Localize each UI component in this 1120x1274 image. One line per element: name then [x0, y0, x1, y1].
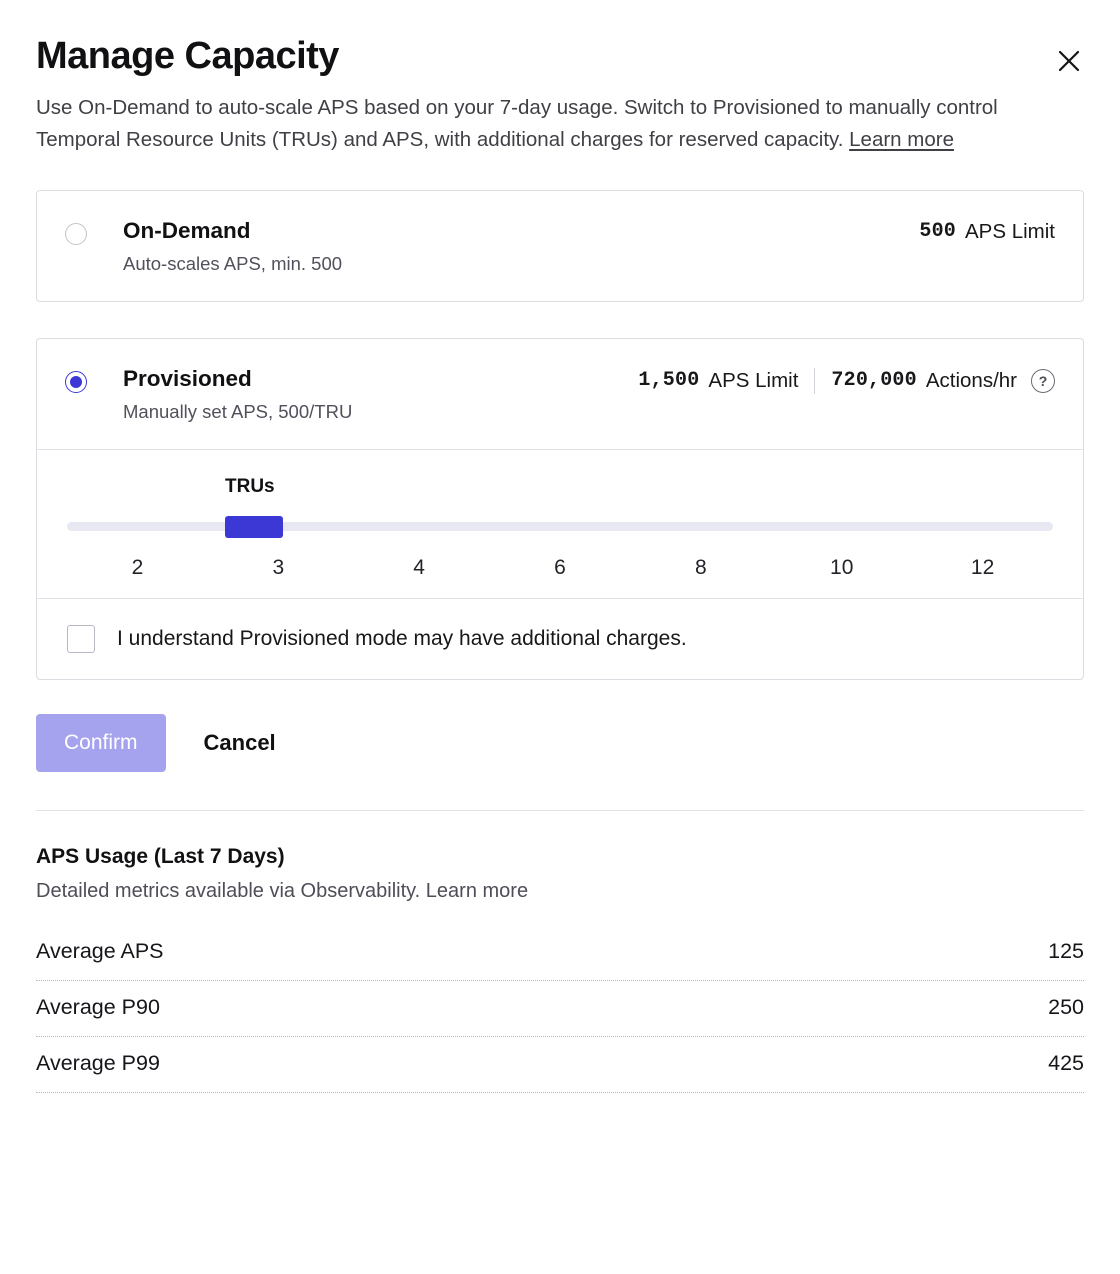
usage-subtitle-text: Detailed metrics available via Observability. [36, 879, 426, 902]
dialog-actions [36, 714, 1084, 772]
provisioned-actions-label: Actions/hr [925, 368, 1017, 392]
table-row [36, 925, 1084, 981]
option-card-provisioned[interactable] [36, 338, 1084, 680]
usage-row-label: Average P90 [36, 994, 160, 1019]
option-on-demand-title: On-Demand [123, 217, 251, 243]
close-icon [1056, 48, 1082, 74]
trus-slider-label: TRUs [225, 475, 275, 497]
option-provisioned-subtitle: Manually set APS, 500/TRU [123, 400, 353, 422]
on-demand-limit-value: 500 [919, 220, 956, 244]
option-on-demand-limit [919, 220, 1055, 244]
acknowledgement-label: I understand Provisioned mode may have additional charges. [117, 626, 687, 650]
learn-more-link[interactable]: Learn more [849, 127, 954, 151]
provisioned-limit-label: APS Limit [708, 368, 799, 392]
limits-divider [814, 368, 815, 394]
dialog-description [36, 92, 1084, 156]
trus-tick: 4 [413, 555, 425, 579]
radio-on-demand[interactable] [65, 223, 87, 245]
trus-tick: 12 [970, 555, 995, 579]
trus-slider-track[interactable] [67, 522, 1053, 531]
option-card-on-demand[interactable] [36, 190, 1084, 302]
usage-row-label: Average APS [36, 938, 164, 963]
option-provisioned-limits [638, 368, 1055, 394]
usage-section-title: APS Usage (Last 7 Days) [36, 844, 285, 868]
trus-slider-ticks [67, 556, 1053, 580]
option-provisioned-row[interactable] [37, 339, 1083, 449]
provisioned-actions-value: 720,000 [831, 369, 917, 393]
option-provisioned-text [123, 365, 638, 423]
acknowledgement-row[interactable] [37, 598, 1083, 679]
trus-tick: 10 [830, 555, 854, 579]
page-title: Manage Capacity [36, 35, 339, 77]
table-row [36, 1037, 1084, 1093]
usage-row-label: Average P99 [36, 1050, 160, 1075]
trus-slider-thumb[interactable] [225, 516, 283, 538]
dialog-description-text: Use On-Demand to auto-scale APS based on your 7-day usage. Switch to Provisioned to manually control Temporal Resource Units (TRUs) and APS, with additional charges for reserved capacity. [36, 96, 998, 151]
acknowledgement-checkbox[interactable] [67, 625, 95, 653]
usage-section-subtitle [36, 880, 1084, 903]
option-on-demand-row[interactable] [37, 191, 1083, 301]
section-divider [36, 810, 1084, 811]
usage-learn-more-link[interactable]: Learn more [425, 879, 529, 902]
radio-provisioned[interactable] [65, 371, 87, 393]
trus-slider-section [37, 449, 1083, 598]
trus-tick: 2 [131, 555, 144, 579]
usage-row-value: 250 [1048, 994, 1084, 1019]
usage-row-value: 425 [1048, 1050, 1084, 1075]
close-button[interactable] [1052, 44, 1086, 78]
option-on-demand-subtitle: Auto-scales APS, min. 500 [123, 252, 343, 274]
usage-metrics-list [36, 925, 1084, 1093]
option-on-demand-text [123, 217, 919, 275]
trus-tick: 6 [554, 555, 566, 579]
provisioned-limit-value: 1,500 [638, 369, 700, 393]
confirm-button[interactable]: Confirm [36, 714, 166, 772]
usage-row-value: 125 [1048, 938, 1084, 963]
trus-slider[interactable] [67, 514, 1053, 540]
trus-tick: 3 [272, 555, 285, 579]
option-provisioned-title: Provisioned [123, 365, 252, 391]
dialog-header [36, 36, 1084, 78]
trus-tick: 8 [695, 555, 707, 579]
cancel-button[interactable]: Cancel [198, 729, 282, 757]
help-icon[interactable]: ? [1031, 369, 1055, 393]
table-row [36, 981, 1084, 1037]
on-demand-limit-label: APS Limit [965, 219, 1055, 243]
